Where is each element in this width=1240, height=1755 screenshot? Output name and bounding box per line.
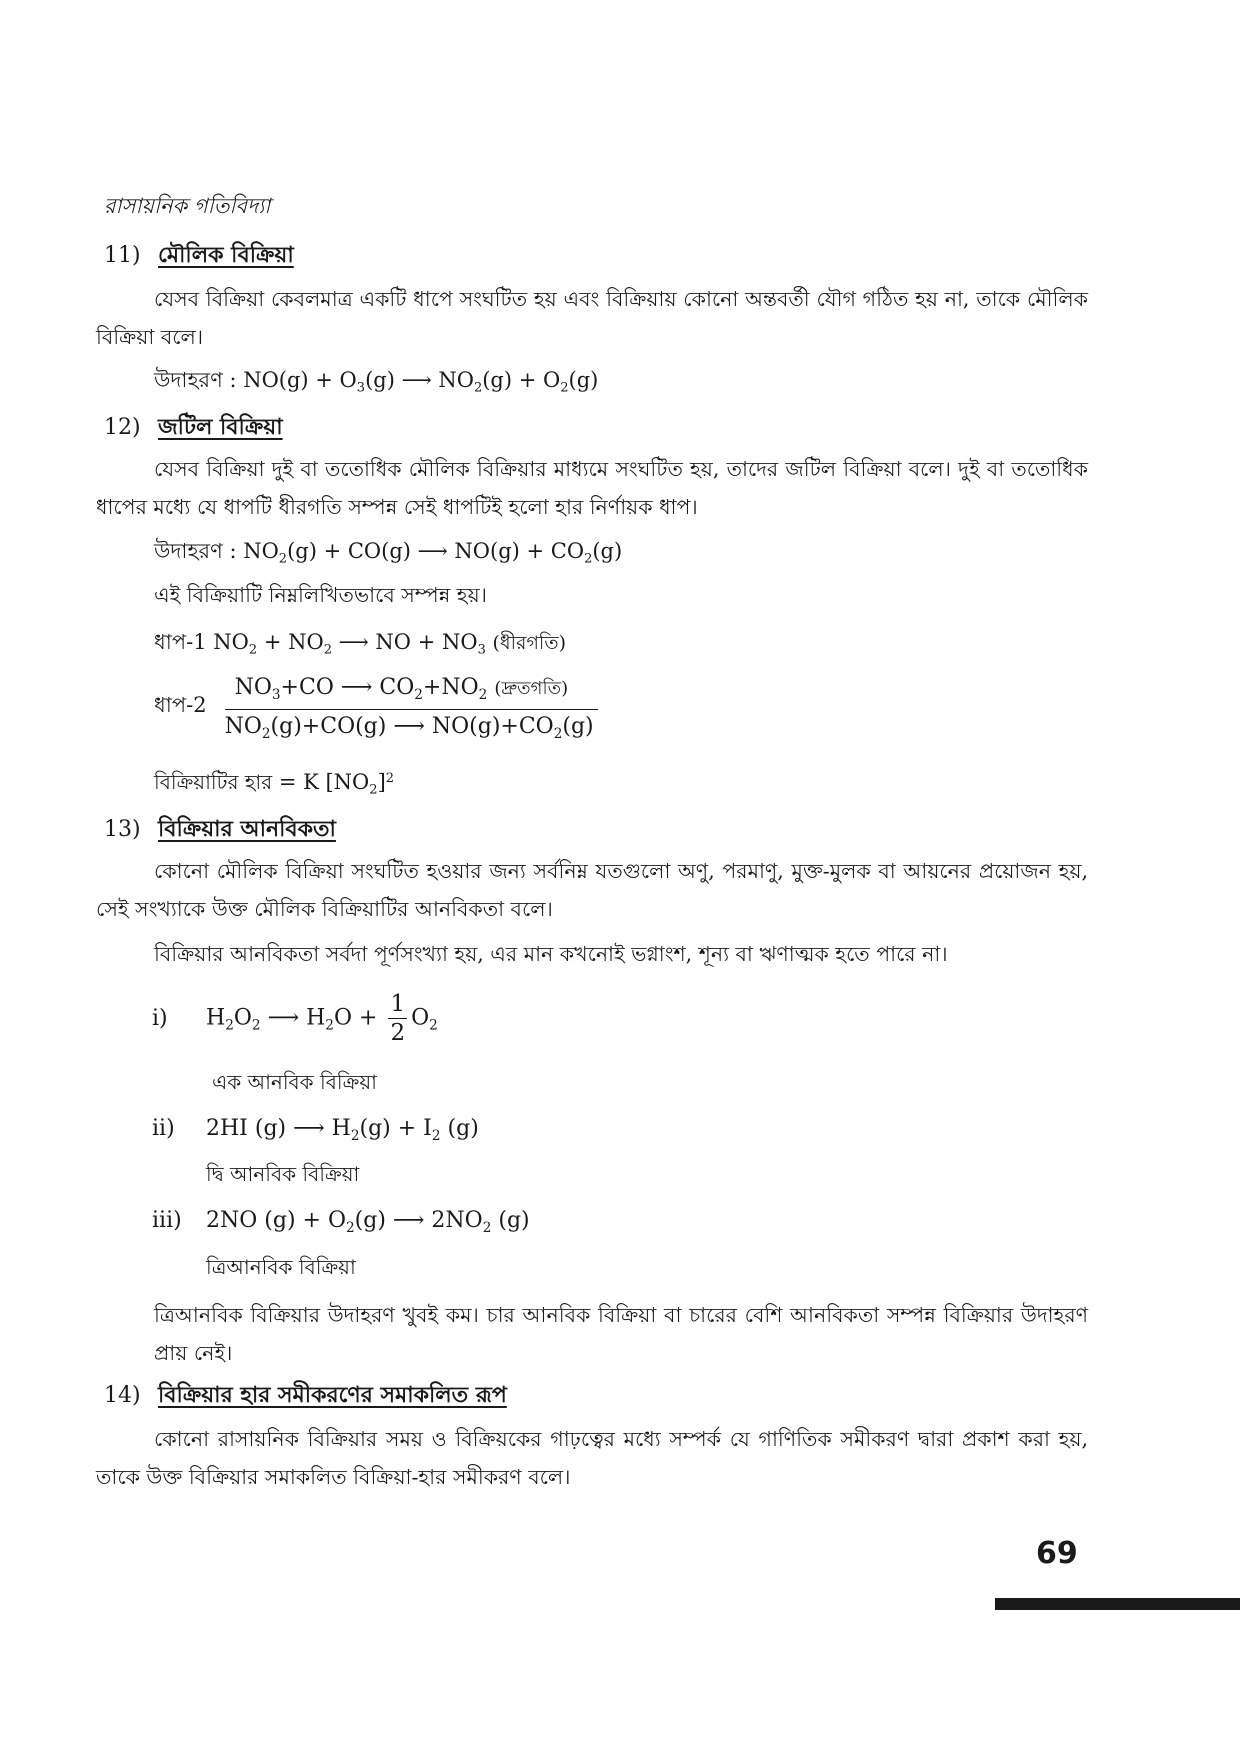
step-1-note: (ধীরগতি) [492, 632, 567, 654]
section-12-title: জটিল বিক্রিয়া [158, 414, 283, 440]
section-11-title: মৌলিক বিক্রিয়া [158, 242, 294, 268]
section-12-paragraph: যেসব বিক্রিয়া দুই বা ততোধিক মৌলিক বিক্রিয়ার মাধ্যমে সংঘটিত হয়, তাদের জটিল বিক্রিয়া বলে। দুই বা ততোধিক ধাপের মধ্যে যে ধাপটি ধীরগতি সম্পন্ন সেই ধাপটিই হলো হার নির্ণায়ক ধাপ। [96, 457, 1088, 519]
section-11-number: 11) [104, 243, 141, 268]
step-1-label: ধাপ-1 [154, 630, 207, 654]
section-13-paragraph-1: কোনো মৌলিক বিক্রিয়া সংঘটিত হওয়ার জন্য সর্বনিম্ন যতগুলো অণু, পরমাণু, মুক্ত-মুলক বা আয়নের প্রয়োজন হয়, সেই সংখ্যাকে উক্ত মৌলিক বিক্রিয়াটির আনবিকতা বলে। [96, 859, 1088, 921]
molecularity-item-2: ii) 2HI (g) ⟶ $H_2(g) + I_2$ (g) [152, 1116, 479, 1144]
fraction-one-half: $\frac{1}{2}$ [390, 991, 406, 1046]
rate-label: বিক্রিয়াটির হার [154, 770, 273, 794]
step-1-equation: ধাপ-1 $NO_2 + NO_2$ ⟶ NO + $NO_3$ (ধীরগতি) [154, 630, 567, 658]
section-11-paragraph: যেসব বিক্রিয়া কেবলমাত্র একটি ধাপে সংঘটিত হয় এবং বিক্রিয়ায় কোনো অন্তবর্তী যৌগ গঠিত হয় না, তাকে মৌলিক বিক্রিয়া বলে। [96, 287, 1088, 349]
step-2-equation [154, 674, 598, 742]
running-head: রাসায়নিক গতিবিদ্যা [104, 194, 271, 218]
section-14-paragraph: কোনো রাসায়নিক বিক্রিয়ার সময় ও বিক্রিয়কের গাঢ়ত্বের মধ্যে সম্পর্ক যে গাণিতিক সমীকরণ দ্বারা প্রকাশ করা হয়, তাকে উক্ত বিক্রিয়ার সমাকলিত বিক্রিয়া-হার সমীকরণ বলে। [96, 1427, 1088, 1489]
example-label: উদাহরণ [154, 539, 223, 563]
section-13-paragraph-3: ত্রিআনবিক বিক্রিয়ার উদাহরণ খুবই কম। চার আনবিক বিক্রিয়া বা চারের বেশি আনবিকতা সম্পন্ন বিক্রিয়ার উদাহরণ প্রায় নেই। [154, 1303, 1088, 1365]
example-label: উদাহরণ [154, 368, 223, 392]
section-11-example: উদাহরণ : $NO(g) + O_3(g)$ ⟶ $NO_2(g) + O_2(g)$ [154, 368, 599, 396]
molecularity-item-1: i) $H_2O_2$ ⟶ $H_2O$ + $\frac{1}{2}$ $O_2$ [152, 991, 438, 1046]
item-label: ii) [152, 1116, 175, 1141]
section-13-heading [104, 812, 336, 849]
molecularity-caption-1: এক আনবিক বিক্রিয়া [212, 1070, 377, 1094]
section-13-number: 13) [104, 817, 141, 842]
footer-rule [995, 1598, 1240, 1610]
section-12-note: এই বিক্রিয়াটি নিম্নলিখিতভাবে সম্পন্ন হয়। [154, 583, 487, 607]
section-13-paragraph-2: বিক্রিয়ার আনবিকতা সর্বদা পূর্ণসংখ্যা হয়, এর মান কখনোই ভগ্নাংশ, শূন্য বা ঋণাত্মক হতে পারে না। [154, 942, 948, 966]
section-12-example: উদাহরণ : $NO_2(g) + CO(g)$ ⟶ $NO(g) + CO_2(g)$ [154, 539, 623, 567]
rate-equation: বিক্রিয়াটির হার = K $[NO_2]^2$ [154, 770, 395, 798]
molecularity-caption-2: দ্বি আনবিক বিক্রিয়া [206, 1162, 360, 1186]
section-12-heading [104, 410, 283, 447]
step-2-stack: $NO_3+CO$ ⟶ $CO_2+NO_2$ (দ্রুতগতি) $NO_2(g)+CO(g)$ ⟶ $NO(g)+CO_2(g)$ [225, 674, 598, 739]
section-14-heading [104, 1378, 507, 1415]
molecularity-item-3: iii) 2NO $(g) + O_2(g)$ ⟶ $2NO_2$ (g) [152, 1208, 530, 1236]
step-2-label: ধাপ-2 [154, 693, 207, 717]
section-13-title: বিক্রিয়ার আনবিকতা [158, 816, 336, 842]
section-14-number: 14) [104, 1383, 141, 1408]
page-number: 69 [1036, 1536, 1078, 1571]
item-label: i) [152, 1005, 168, 1031]
section-14-title: বিক্রিয়ার হার সমীকরণের সমাকলিত রূপ [158, 1382, 507, 1408]
item-label: iii) [152, 1208, 182, 1233]
step-2-note: (দ্রুতগতি) [494, 678, 569, 699]
molecularity-caption-3: ত্রিআনবিক বিক্রিয়া [206, 1255, 356, 1279]
section-11-heading [104, 238, 294, 275]
section-12-number: 12) [104, 415, 141, 440]
